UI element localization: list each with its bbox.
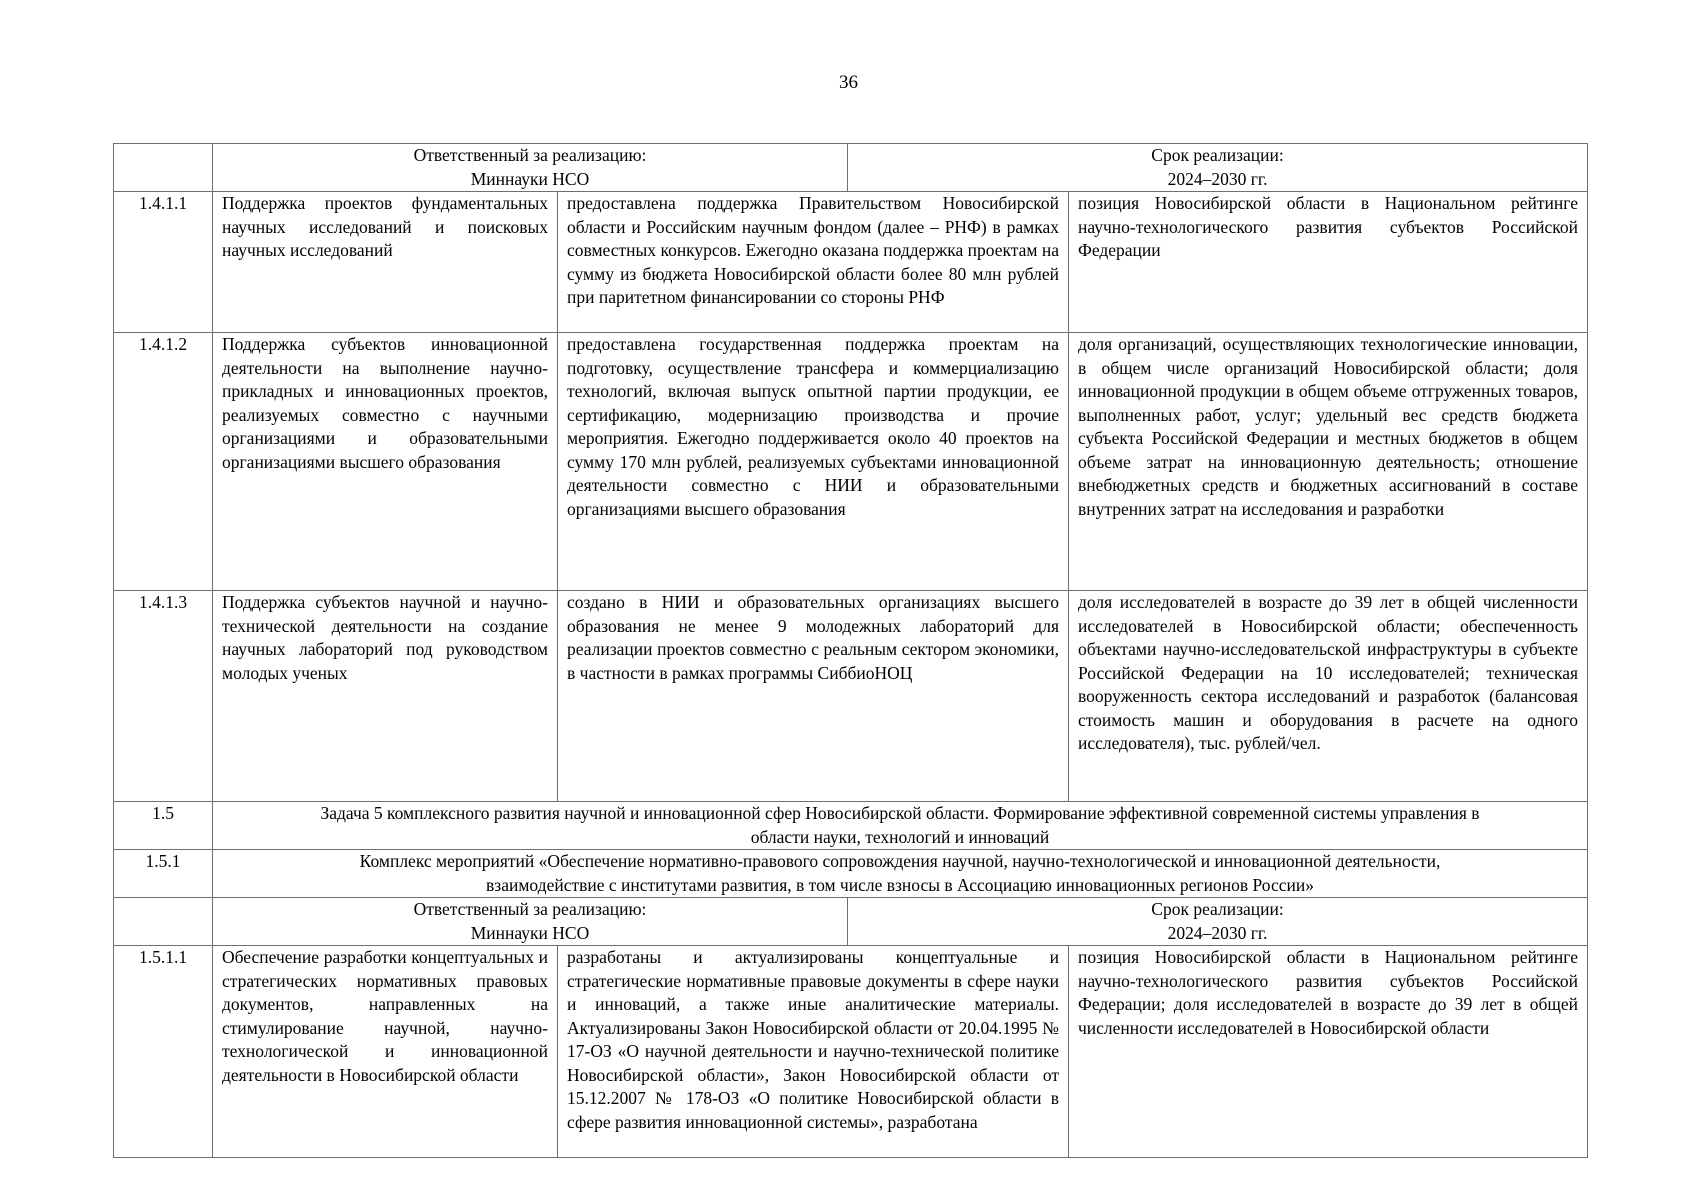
- row-number: 1.4.1.2: [114, 333, 213, 591]
- measure-result: предоставлена государственная поддержка проектам на подготовку, осуществление трансфера и коммерциализацию технологий, включая выпуск опытной партии продукции, ее сертификацию, модернизацию производства и прочие мероприятия. Ежегодно поддерживается около 40 проектов на сумму 170 млн рублей, реализуемых субъектами инновационной деятельности совместно с НИИ и образовательными организациями высшего образования: [558, 333, 1069, 591]
- complex-title-line: Комплекс мероприятий «Обеспечение нормативно-правового сопровождения научной, научно-технологической и инновационной деятельности,: [359, 851, 1441, 871]
- responsible-label: Ответственный за реализацию:: [413, 899, 647, 919]
- measure-indicators: доля исследователей в возрасте до 39 лет в общей численности исследователей в Новосибирской области; обеспеченность объектами научно-исследовательской инфраструктуры в субъекте Российской Федерации на 10 исследователей; техническая вооруженность сектора исследований и разработок (балансовая стоимость машин и оборудования в расчете на одного исследователя), тыс. рублей/чел.: [1069, 591, 1588, 802]
- table-row: [114, 333, 1588, 591]
- measure-name: Поддержка проектов фундаментальных научных исследований и поисковых научных исследований: [213, 192, 558, 333]
- table-row: [114, 591, 1588, 802]
- complex-title: [213, 850, 1588, 898]
- row-number: 1.4.1.1: [114, 192, 213, 333]
- row-number: 1.5.1.1: [114, 946, 213, 1158]
- measure-indicators: позиция Новосибирской области в Национальном рейтинге научно-технологического развития субъектов Российской Федерации; доля исследователей в возрасте до 39 лет в общей численности исследователей в Новосибирской области: [1069, 946, 1588, 1158]
- table-row: [114, 192, 1588, 333]
- responsibility-row: [114, 898, 1588, 946]
- table-row: [114, 946, 1588, 1158]
- complex-row: [114, 850, 1588, 898]
- task-title: [213, 802, 1588, 850]
- term-label: Срок реализации:: [1151, 145, 1284, 165]
- task-title-line: области науки, технологий и инноваций: [750, 826, 1050, 847]
- responsible-label: Ответственный за реализацию:: [413, 145, 647, 165]
- complex-title-line: взаимодействие с институтами развития, в том числе взносы в Ассоциацию инновационных регионов России»: [486, 874, 1314, 895]
- responsible-cell: [213, 144, 848, 192]
- responsible-value: Миннауки НСО: [470, 168, 590, 189]
- row-number: 1.4.1.3: [114, 591, 213, 802]
- empty-number-cell: [114, 144, 213, 192]
- row-number: 1.5.1: [114, 850, 213, 898]
- measure-name: Поддержка субъектов инновационной деятельности на выполнение научно-прикладных и инновационных проектов, реализуемых совместно с научными организациями и образовательными организациями высшего образования: [213, 333, 558, 591]
- term-cell: [848, 898, 1588, 946]
- task-title-line: Задача 5 комплексного развития научной и инновационной сфер Новосибирской области. Формирование эффективной современной системы управления в: [320, 803, 1480, 823]
- task-row: [114, 802, 1588, 850]
- measure-name: Поддержка субъектов научной и научно-технической деятельности на создание научных лабораторий под руководством молодых ученых: [213, 591, 558, 802]
- term-value: 2024–2030 гг.: [1167, 168, 1268, 189]
- term-cell: [848, 144, 1588, 192]
- term-label: Срок реализации:: [1151, 899, 1284, 919]
- measure-name: Обеспечение разработки концептуальных и стратегических нормативных правовых документов, направленных на стимулирование научной, научно-технологической и инновационной деятельности в Новосибирской области: [213, 946, 558, 1158]
- responsible-value: Миннауки НСО: [470, 922, 590, 943]
- measure-result: создано в НИИ и образовательных организациях высшего образования не менее 9 молодежных лабораторий для реализации проектов совместно с реальным сектором экономики, в частности в рамках программы СиббиоНОЦ: [558, 591, 1069, 802]
- measure-result: предоставлена поддержка Правительством Новосибирской области и Российским научным фондом (далее – РНФ) в рамках совместных конкурсов. Ежегодно оказана поддержка проектам на сумму из бюджета Новосибирской области более 80 млн рублей при паритетном финансировании со стороны РНФ: [558, 192, 1069, 333]
- measure-indicators: позиция Новосибирской области в Национальном рейтинге научно-технологического развития субъектов Российской Федерации: [1069, 192, 1588, 333]
- row-number: 1.5: [114, 802, 213, 850]
- measures-table: [113, 143, 1588, 1158]
- empty-number-cell: [114, 898, 213, 946]
- responsible-cell: [213, 898, 848, 946]
- term-value: 2024–2030 гг.: [1167, 922, 1268, 943]
- measure-indicators: доля организаций, осуществляющих технологические инновации, в общем числе организаций Новосибирской области; доля инновационной продукции в общем объеме отгруженных товаров, выполненных работ, услуг; удельный вес средств бюджета субъекта Российской Федерации и местных бюджетов в общем объеме затрат на инновационную деятельность; отношение внебюджетных средств и бюджетных ассигнований в составе внутренних затрат на исследования и разработки: [1069, 333, 1588, 591]
- measure-result: разработаны и актуализированы концептуальные и стратегические нормативные правовые документы в сфере науки и инноваций, а также иные аналитические материалы. Актуализированы Закон Новосибирской области от 20.04.1995 № 17-ОЗ «О научной деятельности и научно-технической политике Новосибирской области», Закон Новосибирской области от 15.12.2007 № 178-ОЗ «О политике Новосибирской области в сфере развития инновационной системы», разработана: [558, 946, 1069, 1158]
- responsibility-row: [114, 144, 1588, 192]
- page-number: 36: [839, 72, 858, 93]
